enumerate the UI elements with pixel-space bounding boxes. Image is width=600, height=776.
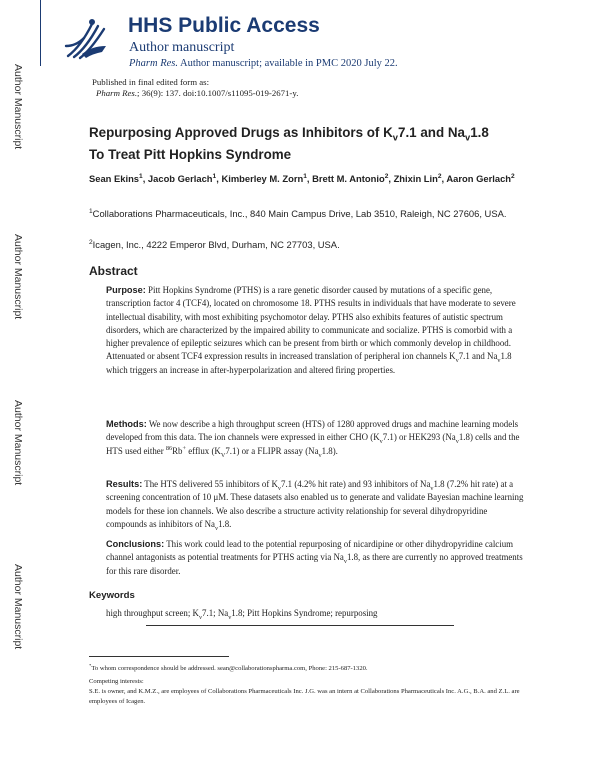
author-name: Aaron Gerlach (446, 173, 512, 184)
journal-availability-line (129, 58, 398, 69)
keywords-divider (146, 625, 454, 626)
author-affiliation-mark: 2 (437, 172, 442, 180)
correspondence-footnote (89, 664, 529, 674)
subscript: v (455, 438, 459, 446)
abstract-heading: Abstract (89, 264, 138, 278)
results-text: 1.8 (7.2% hit rate) at a screening concentration of 10 μM. These datasets also enabled us to generate and validate Bayesian machine learning models for these ion channels. We also describe a structure activity relationship for several dihydropyridine compounds as inhibitors of Na (106, 479, 524, 529)
competing-interests-heading: Competing interests: (89, 678, 144, 685)
side-label-author-manuscript: Author Manuscript (12, 64, 24, 150)
methods-text: efflux (K (186, 445, 221, 456)
author-name: Jacob Gerlach (147, 173, 213, 184)
affiliation-number: 2 (89, 238, 93, 246)
affiliation (89, 207, 539, 221)
subscript: v (379, 438, 383, 446)
subscript: v (497, 357, 501, 365)
title-subscript: v (464, 132, 471, 143)
purpose-text: 1.8 which triggers an increase in after-hyperpolarization and altered firing properties. (106, 351, 512, 375)
keywords-list (106, 608, 378, 621)
subscript: v (455, 357, 459, 365)
abstract-purpose (106, 284, 524, 377)
title-text: 7.1 and Na (398, 125, 465, 140)
affiliation-text: Collaborations Pharmaceuticals, Inc., 840 Main Campus Drive, Lab 3510, Raleigh, NC 27606, USA. (92, 208, 507, 219)
author-name: Zhixin Lin (393, 173, 438, 184)
author-affiliation-mark: 1 (212, 172, 217, 180)
conclusions-text: This work could lead to the potential repurposing of nicardipine or other dihydropyridine calcium channel antagonists as potential treatments for PTHS acting via Na (106, 539, 514, 563)
author-name: Kimberley M. Zorn (221, 173, 304, 184)
keyword-text: 7.1; Na (202, 608, 229, 618)
footnote-divider (89, 656, 229, 657)
author-list: Sean Ekins$^1$, Jacob Gerlach$^1$, Kimberley M. Zorn$^1$, Brett M. Antonio$^2$, Zhixin Lin$^2$, Aaron Gerlach$^2$ (89, 172, 515, 184)
methods-text: 1.8) cells and the HTS used either (106, 432, 520, 456)
purpose-text: Pitt Hopkins Syndrome (PTHS) is a rare genetic disorder caused by mutations of a specific gene, transcription factor 4 (TCF4), located on chromosome 18. PTHS results in individuals that have moderate to severe intellectual disability, with most exhibiting psychomotor delay. PTHS also exhibits features of autistic spectrum disorders, which are characterized by the impaired ability to communicate and socialize. PTHS is comorbid with a higher prevalence of epileptic seizures which can be present from birth or which commonly develop in childhood. Attenuated or absent TCF4 expression results in increased translation of peripheral ion channels K (106, 285, 516, 362)
citation-details: ; 36(9): 137. doi:10.1007/s11095-019-2671-y. (137, 88, 299, 98)
abstract-conclusions (106, 538, 524, 578)
hhs-eagle-logo-icon (62, 16, 112, 62)
title-text-line2: To Treat Pitt Hopkins Syndrome (89, 147, 292, 162)
results-text: 1.8. (218, 518, 232, 529)
affiliation-number: 1 (89, 207, 93, 215)
results-text: 7.1 (4.2% hit rate) and 93 inhibitors of Na (281, 479, 431, 489)
title-text: 1.8 (470, 125, 489, 140)
author-affiliation-mark: 2 (384, 172, 389, 180)
author-manuscript-label: Author manuscript (129, 40, 235, 55)
conclusions-label: Conclusions: (106, 539, 165, 549)
keywords-heading: Keywords (89, 590, 135, 601)
abstract-methods (106, 418, 524, 458)
conclusions-text: 1.8, as there are currently no approved treatments for this rare disorder. (106, 552, 523, 576)
methods-text: We now describe a high throughput screen (HTS) of 1280 approved drugs and machine learning models developed from this data. The ion channels were expressed in either CHO (K (106, 419, 519, 443)
subscript: v (343, 558, 347, 566)
author-name: Sean Ekins (89, 173, 140, 184)
header-divider (40, 0, 41, 66)
subscript: V (220, 451, 226, 459)
keyword-text: 1.8; Pitt Hopkins Syndrome; repurposing (231, 608, 378, 618)
superscript: 86 (165, 444, 173, 452)
purpose-text: 7.1 and Na (458, 351, 498, 362)
abstract-results (106, 478, 524, 531)
subscript: v (228, 613, 232, 621)
side-label-author-manuscript: Author Manuscript (12, 234, 24, 320)
keyword-text: high throughput screen; K (106, 608, 199, 618)
methods-label: Methods: (106, 419, 147, 429)
side-bar (0, 0, 30, 776)
subscript: v (430, 484, 434, 492)
side-label-author-manuscript: Author Manuscript (12, 400, 24, 486)
title-subscript: v (392, 132, 398, 143)
methods-text: 7.1) or a FLIPR assay (Na (225, 445, 319, 456)
author-name: Brett M. Antonio (312, 173, 385, 184)
affiliation (89, 238, 539, 252)
results-text: The HTS delivered 55 inhibitors of K (142, 479, 278, 489)
journal-abbrev: Pharm Res. (129, 58, 178, 69)
purpose-label: Purpose: (106, 285, 146, 295)
availability-text: Author manuscript; available in PMC 2020 July 22. (180, 58, 398, 69)
published-line: Published in final edited form as: (92, 77, 210, 87)
subscript: v (277, 484, 282, 492)
author-affiliation-mark: 1 (303, 172, 307, 180)
subscript: v (318, 451, 322, 459)
citation-line (96, 88, 298, 98)
methods-text: Rb (172, 445, 183, 456)
footnote-mark: * (89, 662, 92, 668)
affiliation-text: Icagen, Inc., 4222 Emperor Blvd, Durham, NC 27703, USA. (92, 239, 340, 250)
subscript: v (198, 613, 203, 621)
hhs-public-access-title: HHS Public Access (128, 14, 320, 37)
side-label-author-manuscript: Author Manuscript (12, 564, 24, 650)
subscript: v (214, 524, 219, 532)
superscript: + (182, 444, 186, 452)
author-affiliation-mark: 1 (139, 172, 143, 180)
methods-text: 7.1) or HEK293 (Na (382, 432, 456, 443)
methods-text: 1.8). (321, 445, 338, 456)
competing-interests-text: S.E. is owner, and K.M.Z., are employees of Collaborations Pharmaceuticals Inc. J.G. was an intern at Collaborations Pharmaceuticals Inc. A.G., B.A. and Z.L. are employees of Icagen. (89, 688, 520, 705)
citation-journal: Pharm Res. (96, 88, 138, 98)
title-text: Repurposing Approved Drugs as Inhibitors of K (89, 125, 393, 140)
correspondence-text: To whom correspondence should be addressed. sean@collaborationspharma.com, Phone: 215-687-1320. (91, 665, 368, 672)
author-affiliation-mark: 2 (511, 172, 515, 180)
article-title (89, 122, 549, 166)
results-label: Results: (106, 479, 143, 489)
